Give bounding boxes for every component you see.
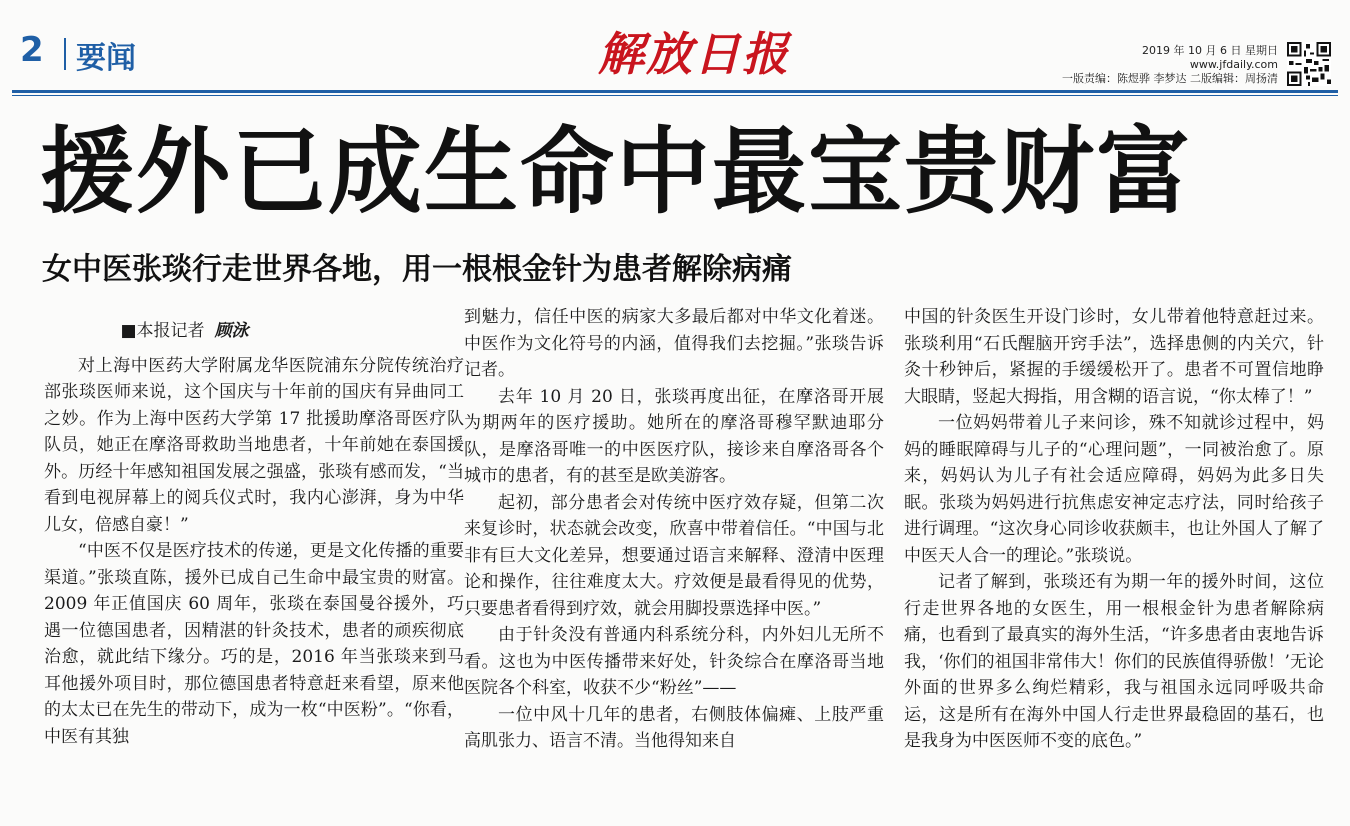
- page-header: [0, 0, 1350, 95]
- header-rule: [12, 90, 1338, 93]
- paragraph: 一位妈妈带着儿子来问诊，殊不知就诊过程中，妈妈的睡眠障碍与儿子的“心理问题”，一同被治愈了。原来，妈妈认为儿子有社会适应障碍，妈妈为此多日失眠。张琰为妈妈进行抗焦虑安神定志疗法，同时给孩子进行调理。“这次身心同诊收获颇丰，也让外国人了解了中医天人合一的理论。”张琰说。: [904, 413, 1324, 566]
- website-url: www.jfdaily.com: [1189, 58, 1278, 71]
- reporter-name: 顾泳: [214, 321, 249, 341]
- paragraph: 一位中风十几年的患者，右侧肢体偏瘫、上肢严重高肌张力、语言不清。当他得知来自: [464, 704, 884, 751]
- paragraph: 对上海中医药大学附属龙华医院浦东分院传统治疗部张琰医师来说，这个国庆与十年前的国庆有异曲同工之妙。作为上海中医药大学第 17 批援助摩洛哥医疗队队员，她正在摩洛哥救助当地患者，十年前她在泰国援外。历经十年感知祖国发展之强盛，张琰有感而发，“当看到电视屏幕上的阅兵仪式时，我内心澎湃，身为中华儿女，倍感自豪！”: [44, 355, 464, 535]
- header-rule-thin: [12, 95, 1338, 96]
- byline: [44, 318, 464, 345]
- section-name: 要闻: [76, 41, 136, 76]
- article-column-1: [44, 318, 464, 750]
- subheadline: 女中医张琰行走世界各地，用一根根金针为患者解除病痛: [42, 252, 792, 287]
- paragraph: 去年 10 月 20 日，张琰再度出征，在摩洛哥开展为期两年的医疗援助。她所在的摩洛哥穆罕默迪耶分队，是摩洛哥唯一的中医医疗队，接诊来自摩洛哥各个城市的患者，有的甚至是欧美游客。: [464, 386, 884, 486]
- issue-info: [1062, 44, 1278, 86]
- article-column-3: [904, 304, 1324, 755]
- paragraph: 中国的针灸医生开设门诊时，女儿带着他特意赶过来。张琰利用“石氏醒脑开窍手法”，选择患侧的内关穴，针灸十秒钟后，紧握的手缓缓松开了。患者不可置信地睁大眼睛，竖起大拇指，用含糊的语言说，“你太棒了！”: [904, 307, 1324, 407]
- header-divider: [64, 38, 66, 70]
- paragraph: 由于针灸没有普通内科系统分科，内外妇儿无所不看。这也为中医传播带来好处，针灸综合在摩洛哥当地医院各个科室，收获不少“粉丝”——: [464, 625, 884, 698]
- byline-prefix: ■本报记者: [120, 321, 205, 341]
- issue-date: 2019 年 10 月 6 日 星期日: [1142, 44, 1278, 57]
- paragraph: 到魅力，信任中医的病家大多最后都对中华文化着迷。中医作为文化符号的内涵，值得我们去挖掘。”张琰告诉记者。: [464, 307, 884, 380]
- paragraph: 记者了解到，张琰还有为期一年的援外时间，这位行走世界各地的女医生，用一根根金针为患者解除病痛，也看到了最真实的海外生活，“许多患者由衷地告诉我，‘你们的祖国非常伟大！你们的民族值得骄傲！’无论外面的世界多么绚烂精彩，我与祖国永远同呼吸共命运，这是所有在海外中国人行走世界最稳固的基石，也是我身为中医医师不变的底色。”: [904, 572, 1324, 751]
- editor-credits: 一版责编：陈煜骅 李梦达 二版编辑：周扬清: [1062, 72, 1278, 85]
- paragraph: 起初，部分患者会对传统中医疗效存疑，但第二次来复诊时，状态就会改变，欣喜中带着信任。“中国与北非有巨大文化差异，想要通过语言来解释、澄清中医理论和操作，往往难度太大。疗效便是最看得见的优势，只要患者看得到疗效，就会用脚投票选择中医。”: [464, 492, 884, 619]
- newspaper-masthead: 解放日报: [598, 27, 790, 81]
- paragraph: “中医不仅是医疗技术的传递，更是文化传播的重要渠道。”张琰直陈，援外已成自己生命中最宝贵的财富。2009 年正值国庆 60 周年，张琰在泰国曼谷援外，巧遇一位德国患者，因精湛的针灸技术，患者的顽疾彻底治愈，就此结下缘分。巧的是，2016 年当张琰来到马耳他援外项目时，那位德国患者特意赶来看望，原来他的太太已在先生的带动下，成为一枚“中医粉”。“你看，中医有其独: [44, 541, 464, 747]
- headline: 援外已成生命中最宝贵财富: [40, 118, 1193, 227]
- page-number: 2: [20, 30, 44, 70]
- qr-code-icon: [1287, 42, 1331, 86]
- article-column-2: [464, 304, 884, 755]
